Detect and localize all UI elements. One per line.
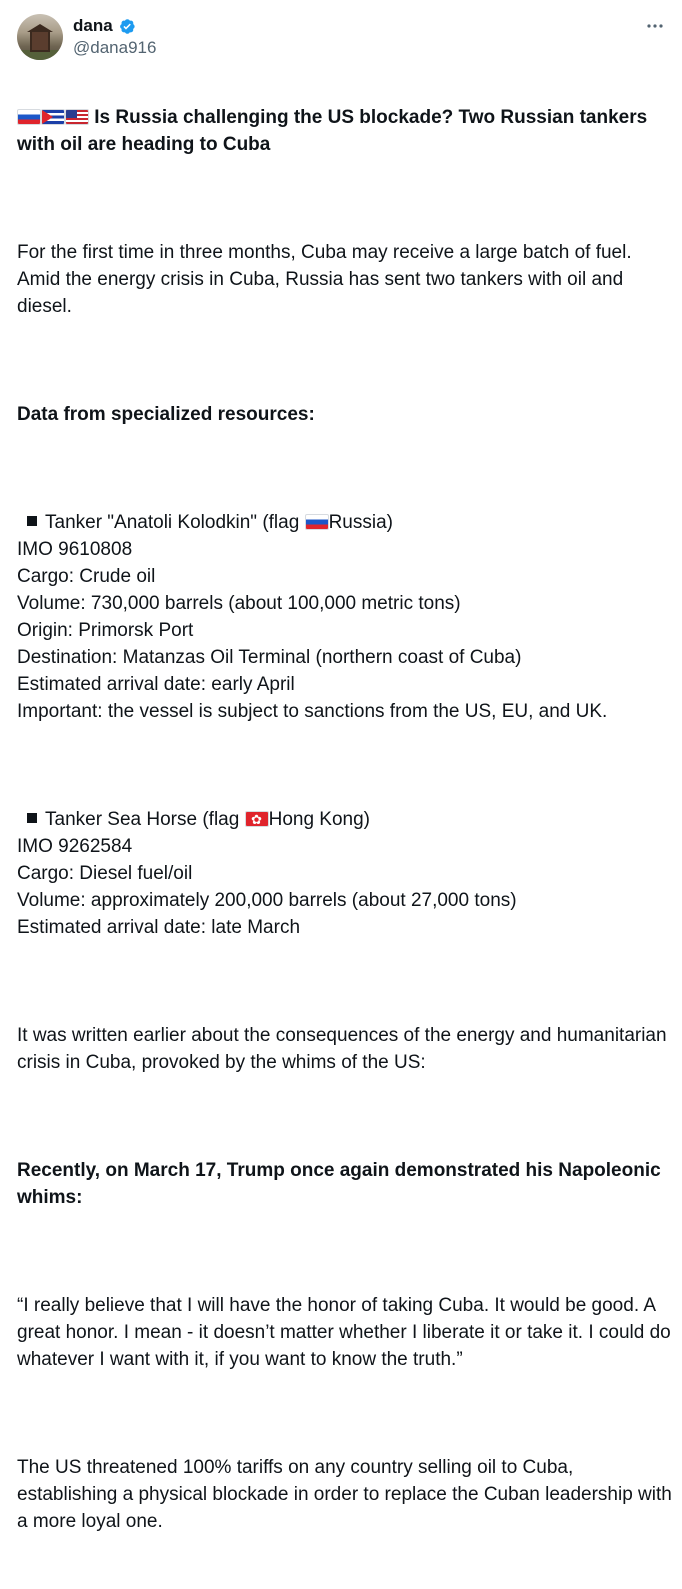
tanker1-block xyxy=(17,509,673,725)
display-name[interactable]: dana xyxy=(73,16,113,35)
tanker1-line: Estimated arrival date: early April xyxy=(17,674,295,695)
flag-cuba-icon xyxy=(41,109,65,125)
flag-russia-icon xyxy=(17,109,41,125)
tanker1-title: Tanker "Anatoli Kolodkin" (flag Russia) xyxy=(17,509,673,536)
tanker2-line: Estimated arrival date: late March xyxy=(17,917,301,938)
tanker1-line: Destination: Matanzas Oil Terminal (northern coast of Cuba) xyxy=(17,647,522,668)
tweet-header xyxy=(17,14,667,62)
tanker1-line: Volume: 730,000 barrels (about 100,000 metric tons) xyxy=(17,593,461,614)
intro-paragraph: For the first time in three months, Cuba may receive a large batch of fuel. Amid the energy crisis in Cuba, Russia has sent two tankers with oil and diesel. xyxy=(17,242,632,317)
name-row xyxy=(73,16,136,36)
quote-paragraph: “I really believe that I will have the honor of taking Cuba. It would be good. A great honor. I mean - it doesn’t matter whether I liberate it or take it. I could do whatever I want with it, if you want to know the truth.” xyxy=(17,1295,671,1370)
tanker2-line: IMO 9262584 xyxy=(17,836,133,857)
tanker2-line: Cargo: Diesel fuel/oil xyxy=(17,863,193,884)
bullet-square-icon xyxy=(27,813,37,823)
tanker1-line: Cargo: Crude oil xyxy=(17,566,156,587)
avatar[interactable] xyxy=(17,14,63,60)
earlier-paragraph: It was written earlier about the consequences of the energy and humanitarian crisis in Cuba, provoked by the whims of the US: xyxy=(17,1025,667,1073)
tanker1-line: IMO 9610808 xyxy=(17,539,133,560)
bullet-square-icon xyxy=(27,516,37,526)
handle[interactable]: @dana916 xyxy=(73,38,157,57)
tanker2-title: Tanker Sea Horse (flag ✿Hong Kong) xyxy=(17,806,673,833)
closing-paragraph: The US threatened 100% tariffs on any country selling oil to Cuba, establishing a physical blockade in order to replace the Cuban leadership with a more loyal one. xyxy=(17,1457,672,1532)
headline-paragraph xyxy=(17,104,673,158)
data-heading: Data from specialized resources: xyxy=(17,404,315,425)
flag-usa-icon xyxy=(65,109,89,125)
recent-paragraph: Recently, on March 17, Trump once again demonstrated his Napoleonic whims: xyxy=(17,1160,661,1208)
tanker1-line: Important: the vessel is subject to sanctions from the US, EU, and UK. xyxy=(17,701,608,722)
tanker1-line: Origin: Primorsk Port xyxy=(17,620,194,641)
more-horizontal-icon[interactable] xyxy=(645,18,665,34)
avatar-house xyxy=(30,30,50,52)
tweet-body xyxy=(17,77,673,1589)
verified-badge-icon[interactable] xyxy=(117,17,136,36)
headline: Is Russia challenging the US blockade? Two Russian tankers with oil are heading to Cuba xyxy=(17,107,648,155)
tanker2-line: Volume: approximately 200,000 barrels (about 27,000 tons) xyxy=(17,890,517,911)
flag-hong-kong-icon xyxy=(245,811,269,827)
flag-russia-icon xyxy=(305,514,329,530)
tanker2-block xyxy=(17,806,673,941)
